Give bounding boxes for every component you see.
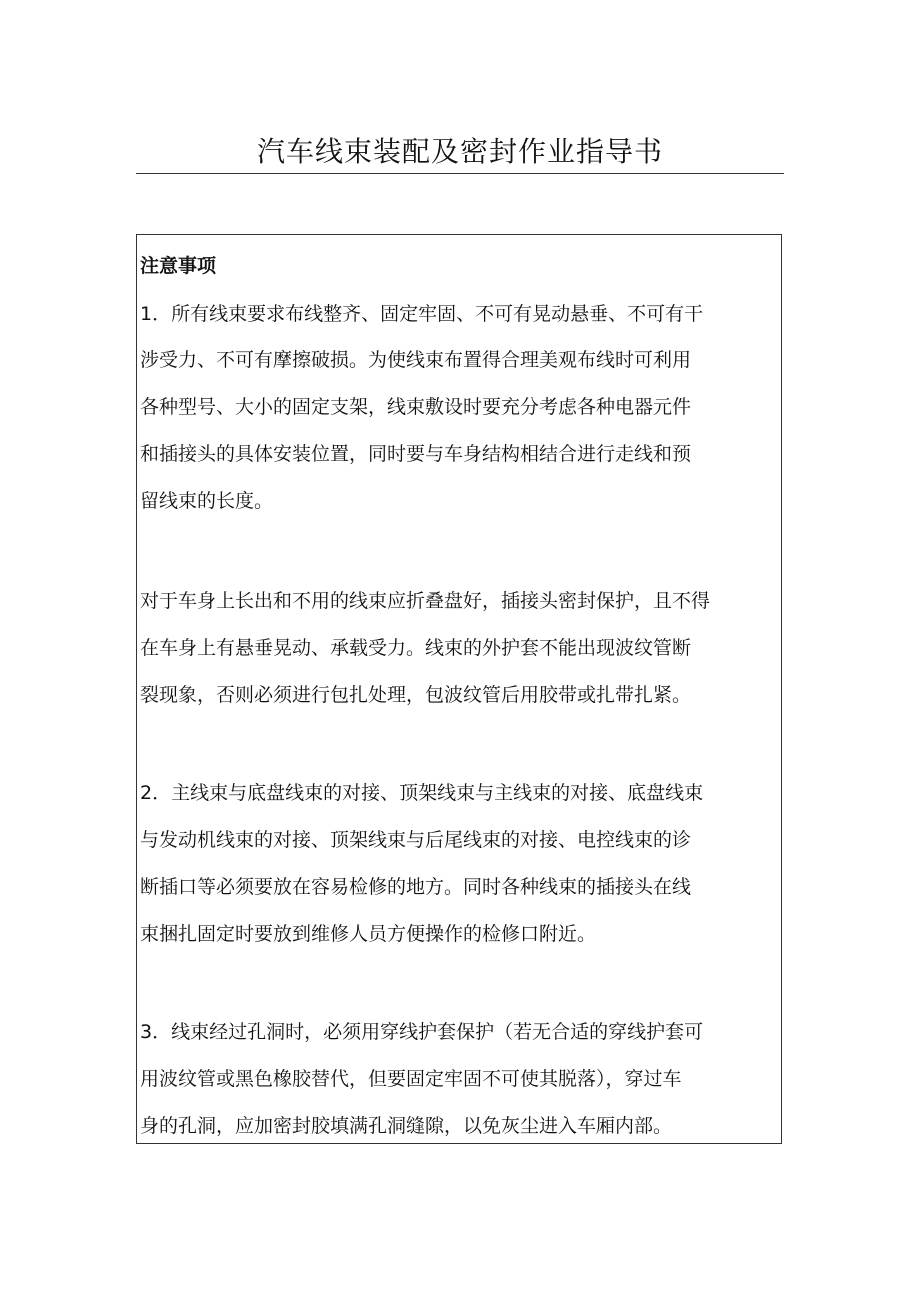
paragraph-1-line-1: 1．所有线束要求布线整齐、固定牢固、不可有晃动悬垂、不可有干 (140, 303, 704, 325)
notes-heading: 注意事项 (140, 255, 217, 277)
paragraph-1-line-3: 各种型号、大小的固定支架，线束敷设时要充分考虑各种电器元件 (140, 396, 692, 418)
paragraph-1-line-2: 涉受力、不可有摩擦破损。为使线束布置得合理美观布线时可利用 (140, 349, 692, 371)
paragraph-3-line-3: 断插口等必须要放在容易检修的地方。同时各种线束的插接头在线 (140, 876, 692, 898)
title-underline (136, 173, 784, 174)
document-title: 汽车线束装配及密封作业指导书 (256, 135, 663, 168)
paragraph-3-line-1: 2．主线束与底盘线束的对接、顶架线束与主线束的对接、底盘线束 (140, 782, 704, 804)
paragraph-4-line-2: 用波纹管或黑色橡胶替代，但要固定牢固不可使其脱落），穿过车 (140, 1068, 682, 1090)
paragraph-4-line-3: 身的孔洞，应加密封胶填满孔洞缝隙，以免灰尘进入车厢内部。 (140, 1115, 673, 1137)
paragraph-2-line-1: 对于车身上长出和不用的线束应折叠盘好，插接头密封保护，且不得 (140, 590, 711, 612)
paragraph-1-line-5: 留线束的长度。 (140, 490, 274, 512)
paragraph-4-line-1: 3．线束经过孔洞时，必须用穿线护套保护（若无合适的穿线护套可 (140, 1021, 704, 1043)
paragraph-3-line-2: 与发动机线束的对接、顶架线束与后尾线束的对接、电控线束的诊 (140, 829, 692, 851)
paragraph-2-line-2: 在车身上有悬垂晃动、承载受力。线束的外护套不能出现波纹管断 (140, 637, 692, 659)
paragraph-1-line-4: 和插接头的具体安装位置，同时要与车身结构相结合进行走线和预 (140, 443, 692, 465)
paragraph-3-line-4: 束捆扎固定时要放到维修人员方便操作的检修口附近。 (140, 923, 597, 945)
paragraph-2-line-3: 裂现象，否则必须进行包扎处理，包波纹管后用胶带或扎带扎紧。 (140, 684, 692, 706)
